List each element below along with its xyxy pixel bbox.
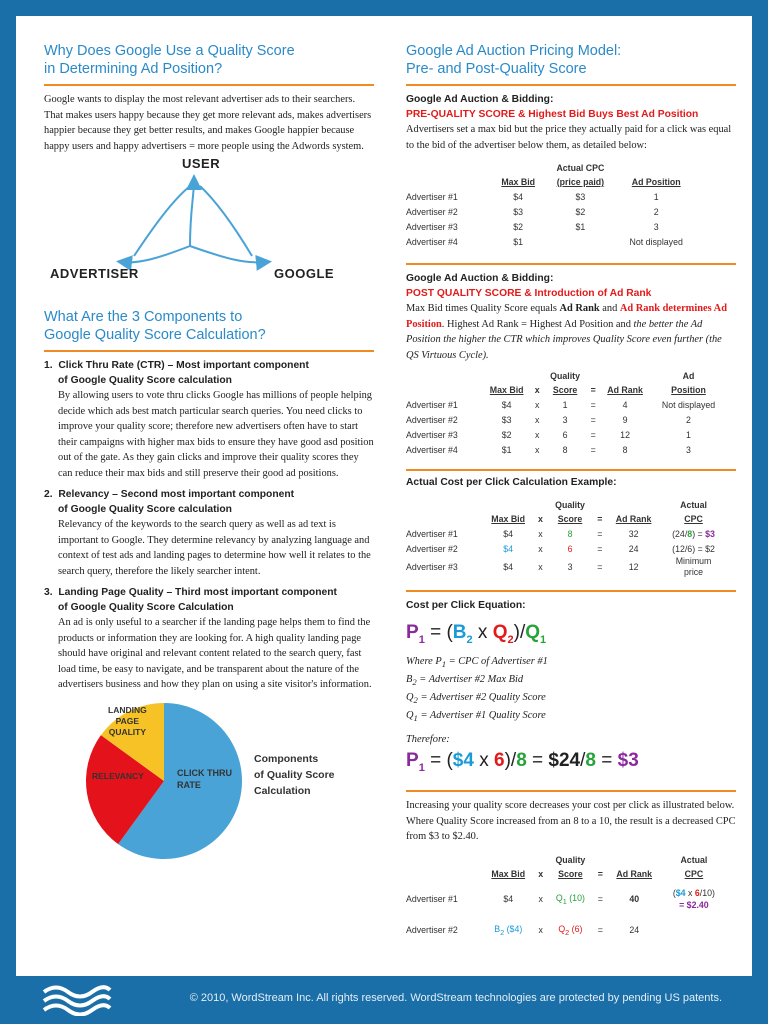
header-line: Score [552, 385, 578, 395]
table-cell: x [534, 399, 540, 410]
pie-label-line: LANDING [108, 704, 147, 715]
table-cell: $4 [503, 543, 514, 554]
section-text-post-qs [406, 301, 736, 363]
table-cell: $1 [513, 236, 524, 247]
table-cell: (12/6) = $2 [672, 543, 715, 554]
header-cpc-line: Actual CPC [556, 163, 605, 173]
table-header-cell [651, 369, 726, 397]
table-cell: Not displayed [629, 236, 683, 247]
pie-label-line: PAGE [115, 715, 140, 726]
table-cell: x [538, 924, 543, 935]
heading-why-quality-score [44, 42, 374, 78]
component-body: By allowing users to vote thru clicks Google has millions of people helping decide which ads best match particular search queries. You need clicks to improve your quality score; therefore new advertisers often have to start their campaigns with higher max bids to ensure they have good asd position out of the gate. As they gain clicks and improve their quality scores they can reduce their max bids and still preserve their good ad positions. [58, 390, 374, 479]
table-cell: $3 [501, 414, 512, 425]
intro-paragraph: Google wants to display the most relevant advertiser ads to their searchers. That makes users happy because they get more relevant ads, makes advertisers happier because they get better results, and makes Google happier because happy users and happy advertisers = more people using the Adwords system. [44, 94, 372, 152]
definition-p1: Where $P_1$ = CPC of Advertiser #1 [406, 655, 548, 669]
table-cell: 8 [562, 444, 568, 455]
header-ad-rank: Ad Rank [616, 868, 653, 879]
table-header-cell [547, 853, 594, 881]
text-ad-rank-position: Ad Rank determines Ad Position [406, 303, 727, 330]
header-line: Position [671, 385, 706, 395]
component-number: 2. [44, 489, 53, 500]
table-row [406, 541, 726, 556]
header-max-bid: Max Bid [491, 514, 525, 524]
table-cell [544, 234, 616, 249]
text-run: = Advertiser #2 Max Bid [416, 673, 524, 685]
text-run: B [494, 923, 501, 934]
table-cell: $4 [503, 528, 514, 539]
table-cell: Advertiser #2 [406, 543, 458, 554]
component-landing-page [44, 585, 374, 693]
table-cell: = [597, 924, 603, 935]
header-max-bid: Max Bid [501, 177, 536, 187]
table-cell: = [597, 893, 603, 904]
header-equals: = [590, 385, 596, 395]
arc-right [200, 186, 252, 256]
table-cell: Advertiser #2 [406, 414, 458, 425]
table-cell: 40 [629, 893, 640, 904]
table-row [406, 917, 726, 943]
table-cell: = [590, 429, 596, 440]
divider [44, 350, 374, 352]
table-header-cell [406, 498, 482, 526]
quality-score-pie-section [44, 701, 374, 861]
table-header-cell [406, 853, 482, 881]
header-line: Quality [550, 371, 580, 381]
text-run: ($4) [504, 923, 523, 934]
text-run: = Advertiser #1 Quality Score [417, 710, 546, 722]
pie-label-line: CLICK THRU [177, 767, 232, 778]
table-header-cell [543, 369, 587, 397]
component-title-line: of Google Quality Score calculation [58, 504, 232, 515]
table-cell [662, 881, 726, 917]
text-run: (24/ [672, 528, 688, 539]
table-cell: 6 [562, 429, 568, 440]
definition-b2: $B_2$ = Advertiser #2 Max Bid [406, 673, 524, 687]
table-cell: Advertiser #4 [406, 444, 458, 455]
right-column [406, 16, 736, 943]
definition-q1: $Q_1$ = Advertiser #1 Quality Score [406, 710, 546, 724]
table-cell: 3 [567, 562, 573, 572]
component-number: 3. [44, 587, 53, 598]
section-subtitle-pre-qs: PRE-QUALITY SCORE & Highest Bid Buys Best Ad Position [406, 109, 699, 120]
text-run: and [599, 303, 620, 314]
pie-caption-line: Calculation [254, 784, 311, 797]
table-cell: 32 [628, 528, 639, 539]
footer-copyright: © 2010, WordStream Inc. All rights reserved. WordStream technologies are protected by pending US patents. [189, 992, 722, 1004]
user-advertiser-google-diagram [44, 156, 374, 288]
table-cell: = [597, 528, 603, 539]
component-title [44, 585, 374, 600]
text-run: 2 [500, 927, 505, 937]
table-header-row [406, 369, 726, 397]
document-page [16, 16, 752, 976]
table-header-cell [482, 369, 531, 397]
table-cell: $3 [513, 206, 524, 217]
text-run: Minimum [675, 556, 712, 566]
text-run: = Advertiser #2 Quality Score [417, 691, 546, 703]
text-run: . Highest Ad Rank = Highest Ad Position and [441, 318, 634, 330]
table-cell: 3 [562, 414, 568, 425]
component-relevancy [44, 487, 374, 579]
table-cell: x [538, 543, 543, 554]
table-cell: $2 [501, 429, 512, 440]
pre-qs-table [406, 161, 696, 249]
table-row [406, 442, 726, 457]
cpc-example-table [406, 498, 726, 578]
header-ad-position: Ad Position [631, 177, 681, 187]
table-header-cell [492, 161, 544, 189]
arrow-to-google [190, 246, 266, 262]
table-cell: Advertiser #1 [406, 191, 458, 202]
component-body: An ad is only useful to a searcher if the landing page helps them to find the products or information they are looking for. A high quality landing page should have original and relevant content related to the search query, fast load time, be easy to navigate, and be transparent about the nature of the advertisers business and how they plan on using a site visitor's information. [58, 617, 372, 690]
table-cell: $1 [501, 444, 512, 455]
header-max-bid: Max Bid [491, 868, 526, 879]
table-cell: 3 [653, 221, 659, 232]
table-cell: 1 [686, 429, 691, 440]
table-cell: Advertiser #3 [406, 562, 458, 572]
table-cell: x [538, 562, 543, 572]
table-cell: Advertiser #1 [406, 893, 458, 904]
heading-auction-pricing [406, 42, 736, 78]
text-run: = CPC of Advertiser #1 [446, 655, 548, 667]
section-subtitle-post-qs: POST QUALITY SCORE & Introduction of Ad Rank [406, 288, 652, 299]
table-header-cell [482, 498, 534, 526]
pie-label-landing [108, 705, 147, 738]
table-header-cell [547, 498, 594, 526]
table-cell: $3 [575, 191, 586, 202]
text-run: Max Bid times Quality Score equals [406, 303, 560, 314]
increased-qs-table [406, 853, 726, 943]
text-run: (6) [569, 923, 583, 934]
table-cell: $4 [503, 893, 514, 904]
heading-line: Google Quality Score Calculation? [44, 327, 266, 343]
definition-q2: $Q_2$ = Advertiser #2 Quality Score [406, 691, 546, 706]
table-cell: x [534, 429, 540, 440]
table-cell: Advertiser #1 [406, 399, 458, 410]
header-times: x [537, 514, 543, 524]
table-cell: = [597, 543, 603, 554]
text-run: 8 [687, 528, 693, 539]
header-line: Score [558, 868, 583, 879]
text-run: 1 [562, 896, 567, 906]
text-run: 2 [565, 927, 570, 937]
table-header-cell [606, 498, 661, 526]
table-header-cell [661, 498, 726, 526]
table-header-row [406, 161, 696, 189]
component-title [44, 358, 374, 373]
component-ctr [44, 358, 374, 481]
table-header-cell [607, 853, 662, 881]
header-line: Score [557, 514, 583, 524]
component-title-line: Landing Page Quality – Third most important component [58, 587, 337, 598]
table-cell: Advertiser #1 [406, 528, 458, 539]
cpc-equation: $P_1 = (B_2$ x $Q_2)/Q_1$ [406, 622, 547, 646]
heading-line: in Determining Ad Position? [44, 61, 223, 77]
cpc-equation-solved: $P_1$ = ($4 x 6)/8 = $24/8 = $3 [406, 749, 639, 774]
table-row [406, 881, 726, 917]
table-cell: 2 [653, 206, 659, 217]
table-cell: 24 [629, 924, 640, 935]
text-run: Q [558, 923, 566, 934]
header-line: Actual [680, 854, 708, 865]
section-title-cpc-example: Actual Cost per Click Calculation Example: [406, 477, 617, 488]
table-row [406, 412, 726, 427]
component-number: 1. [44, 360, 53, 371]
arc-left [134, 186, 190, 256]
table-cell: 3 [686, 444, 691, 455]
table-header-cell [616, 161, 696, 189]
table-cell: x [534, 414, 540, 425]
table-row [406, 189, 696, 204]
text-run: $3 [705, 528, 715, 539]
table-cell: $1 [575, 221, 586, 232]
table-cell: 8 [622, 444, 628, 455]
text-run: /10) [699, 887, 715, 898]
text-run: 6 [694, 887, 700, 898]
table-cell: = [597, 562, 603, 572]
pie-caption-line: Components [254, 752, 319, 765]
divider [406, 590, 736, 592]
text-run: Where P [406, 655, 442, 667]
table-row [406, 234, 696, 249]
section-text-increase-qs: Increasing your quality score decreases your cost per click as illustrated below. Where Quality Score increased from an 8 to a 10, the result is a decreased CPC from $3 to $2.40. [406, 800, 736, 843]
divider [406, 790, 736, 792]
heading-line: Why Does Google Use a Quality Score [44, 43, 295, 59]
header-line: CPC [684, 868, 704, 879]
table-cell: 9 [622, 414, 628, 425]
component-body: Relevancy of the keywords to the search query as well as ad text is important to Google. They determine relevancy by analyzing language and context of test ads and landing pages to determine how well it relates to the search query, therefore the likely searcher intent. [58, 519, 371, 577]
equation-definitions [406, 654, 736, 726]
pie-caption [254, 751, 335, 799]
table-cell: $4 [501, 399, 512, 410]
table-cell: 12 [628, 562, 639, 572]
table-header-cell [406, 161, 492, 189]
table-header-cell [544, 161, 616, 189]
header-line: Quality [555, 500, 585, 510]
table-header-row [406, 498, 726, 526]
table-header-cell [406, 369, 482, 397]
header-line: Quality [555, 854, 586, 865]
table-header-cell [599, 369, 651, 397]
table-header-cell [482, 853, 534, 881]
table-cell [662, 917, 726, 943]
arrow-to-user [190, 180, 194, 246]
text-run: (10) [566, 892, 585, 903]
header-ad-rank: Ad Rank [615, 514, 652, 524]
table-cell: Not displayed [661, 399, 716, 410]
pie-label-line: RATE [177, 779, 201, 790]
table-cell: 2 [686, 414, 691, 425]
table-cell: Advertiser #3 [406, 429, 458, 440]
table-row [406, 427, 726, 442]
left-column [44, 16, 374, 861]
table-cell: 24 [628, 543, 639, 554]
section-text-pre-qs: Advertisers set a max bid but the price they actually paid for a click was equal to the bid of the advertiser below them, as detailed below: [406, 124, 732, 151]
table-cell: x [538, 893, 543, 904]
text-run: price [684, 567, 704, 577]
header-equals: = [597, 514, 603, 524]
table-cell: = [590, 414, 596, 425]
table-cell: $2 [575, 206, 586, 217]
heading-line: Pre- and Post-Quality Score [406, 61, 587, 77]
pie-label-relevancy: RELEVANCY [92, 770, 144, 781]
text-run: x [685, 887, 695, 898]
table-row [406, 526, 726, 541]
table-cell: Advertiser #4 [406, 236, 458, 247]
header-line: Ad [682, 371, 695, 381]
header-max-bid: Max Bid [489, 385, 524, 395]
table-row [406, 397, 726, 412]
table-header-row [406, 853, 726, 881]
section-title-pre-qs: Google Ad Auction & Bidding: [406, 94, 554, 105]
table-cell: 12 [620, 429, 630, 440]
component-title-line: Relevancy – Second most important component [58, 489, 295, 500]
divider [406, 469, 736, 471]
component-title [44, 487, 374, 502]
table-row [406, 204, 696, 219]
header-line: Actual [680, 500, 707, 510]
text-therefore: Therefore: [406, 734, 450, 746]
text-ad-rank: Ad Rank [559, 303, 600, 314]
table-cell [661, 526, 726, 541]
text-run: ($4 x 6/10) [672, 887, 715, 898]
table-cell [661, 556, 726, 578]
header-cpc-line: (price paid) [556, 177, 605, 187]
table-cell: 4 [622, 399, 628, 410]
section-title-cpc-equation: Cost per Click Equation: [406, 600, 526, 611]
component-title-line: of Google Quality Score calculation [58, 375, 232, 386]
heading-line: What Are the 3 Components to [44, 309, 243, 325]
table-cell: x [534, 444, 540, 455]
table-cell: $4 [513, 191, 524, 202]
text-italic: the better the Ad Position the higher the CTR which improves Quality Score even further (the QS Virtuous Cycle). [406, 318, 722, 361]
table-cell: = [590, 399, 596, 410]
table-cell: 8 [567, 528, 573, 539]
text-run: $4 [675, 887, 686, 898]
table-header-cell [662, 853, 726, 881]
text-run: = $2.40 [679, 899, 709, 910]
post-qs-table [406, 369, 726, 457]
diagram-label-user: USER [182, 156, 221, 171]
table-cell: 6 [567, 543, 573, 554]
footer [0, 976, 768, 1024]
pie-label-ctr [177, 767, 232, 791]
header-times: x [538, 868, 544, 879]
wordstream-wave-logo-icon [42, 984, 112, 1016]
header-ad-rank: Ad Rank [607, 385, 643, 395]
table-cell: 1 [562, 399, 568, 410]
pie-caption-line: of Quality Score [254, 768, 335, 781]
text-run: Q [555, 892, 563, 903]
heading-line: Google Ad Auction Pricing Model: [406, 43, 622, 59]
divider [44, 84, 374, 86]
table-cell [482, 917, 534, 943]
table-cell: = [590, 444, 596, 455]
table-cell: Advertiser #3 [406, 221, 458, 232]
diagram-label-advertiser: ADVERTISER [50, 266, 139, 281]
pie-label-line: QUALITY [108, 726, 147, 737]
table-row [406, 556, 726, 578]
arrow-to-advertiser [122, 246, 190, 262]
component-title-line: Click Thru Rate (CTR) – Most important component [58, 360, 309, 371]
header-equals: = [597, 868, 603, 879]
table-cell [547, 881, 594, 917]
table-cell: x [538, 528, 543, 539]
table-row [406, 219, 696, 234]
table-cell: Advertiser #2 [406, 924, 458, 935]
divider [406, 263, 736, 265]
table-cell: Advertiser #2 [406, 206, 458, 217]
table-cell: $2 [513, 221, 524, 232]
text-run: ) = [692, 528, 706, 539]
heading-three-components [44, 308, 374, 344]
component-title-line: of Google Quality Score Calculation [58, 602, 234, 613]
section-title-post-qs: Google Ad Auction & Bidding: [406, 273, 554, 284]
divider [406, 84, 736, 86]
header-times: x [534, 385, 540, 395]
diagram-label-google: GOOGLE [274, 266, 335, 281]
table-cell: $4 [503, 562, 514, 572]
table-cell: 1 [653, 191, 659, 202]
table-cell [547, 917, 594, 943]
header-line: CPC [684, 514, 703, 524]
